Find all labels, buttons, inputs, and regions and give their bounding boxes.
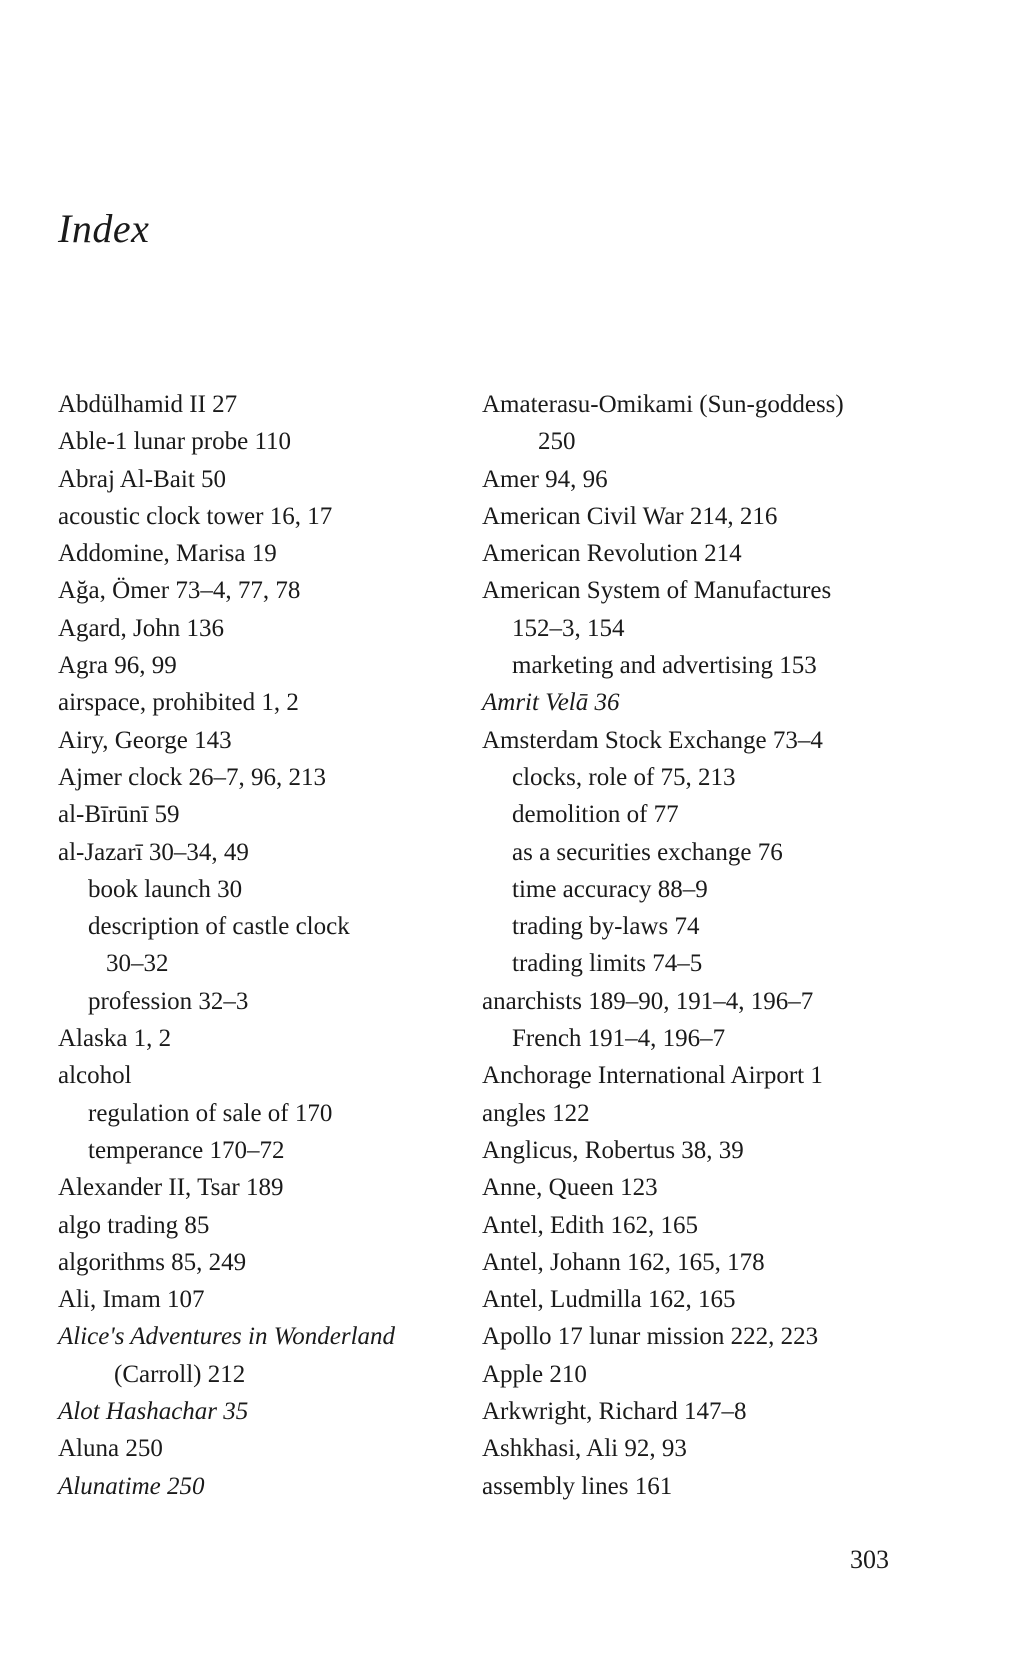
page-title: Index [58, 206, 150, 251]
index-entry: American Civil War 214, 216 [482, 502, 778, 530]
index-subentry: regulation of sale of 170 [88, 1099, 333, 1127]
index-entry: Ajmer clock 26–7, 96, 213 [58, 763, 327, 791]
index-entry: angles 122 [482, 1099, 590, 1127]
index-entry: Addomine, Marisa 19 [58, 540, 277, 568]
index-entry: Ağa, Ömer 73–4, 77, 78 [58, 577, 301, 605]
index-entry: anarchists 189–90, 191–4, 196–7 [482, 987, 814, 1015]
index-entry: al-Jazarī 30–34, 49 [58, 838, 249, 866]
index-subentry: clocks, role of 75, 213 [512, 763, 736, 791]
index-entry: Arkwright, Richard 147–8 [482, 1398, 747, 1426]
index-entry: American System of Manufactures [482, 577, 832, 605]
index-subentry: trading by-laws 74 [512, 913, 700, 941]
index-entry: Antel, Edith 162, 165 [482, 1211, 698, 1239]
index-subentry: profession 32–3 [88, 987, 249, 1015]
index-entry: Apple 210 [482, 1360, 587, 1388]
index-entry: Able-1 lunar probe 110 [58, 428, 292, 456]
index-subentry: temperance 170–72 [88, 1136, 285, 1164]
index-entry: Alexander II, Tsar 189 [58, 1174, 284, 1202]
page-number: 303 [850, 1545, 889, 1574]
index-entry: assembly lines 161 [482, 1472, 673, 1500]
index-entry: Amaterasu-Omikami (Sun-goddess) [482, 391, 844, 418]
index-entry: Anchorage International Airport 1 [482, 1062, 823, 1090]
index-entry: Alot Hashachar 35 [58, 1398, 249, 1426]
index-entry: Agra 96, 99 [58, 652, 177, 680]
index-entry: Agard, John 136 [58, 614, 224, 642]
index-entry: Aluna 250 [58, 1435, 163, 1463]
index-subentry: demolition of 77 [512, 801, 679, 829]
index-subentry: book launch 30 [88, 875, 243, 903]
index-entry: American Revolution 214 [482, 540, 742, 568]
index-entry: acoustic clock tower 16, 17 [58, 502, 333, 530]
index-subentry: description of castle clock [88, 913, 350, 941]
index-subentry: as a securities exchange 76 [512, 838, 783, 866]
index-column-right [482, 386, 922, 1505]
index-continuation: 250 [538, 428, 576, 456]
index-subentry: French 191–4, 196–7 [512, 1025, 726, 1053]
index-entry: Alunatime 250 [58, 1472, 205, 1500]
index-entry: Anne, Queen 123 [482, 1174, 658, 1202]
index-entry: Abdülhamid II 27 [58, 391, 238, 418]
index-entry: airspace, prohibited 1, 2 [58, 689, 299, 717]
index-entry: algo trading 85 [58, 1211, 210, 1239]
index-entry: Antel, Johann 162, 165, 178 [482, 1248, 765, 1276]
index-entry: alcohol [58, 1062, 132, 1090]
index-entry: Ali, Imam 107 [58, 1286, 205, 1314]
index-entry: Abraj Al-Bait 50 [58, 465, 227, 493]
index-entry: Ashkhasi, Ali 92, 93 [482, 1435, 687, 1463]
index-entry: Alice's Adventures in Wonderland [58, 1323, 396, 1351]
index-entry: algorithms 85, 249 [58, 1248, 247, 1276]
index-entry: Amrit Velā 36 [482, 689, 620, 717]
index-entry: Amer 94, 96 [482, 465, 608, 493]
index-column-left [58, 386, 458, 1505]
index-entry: al-Bīrūnī 59 [58, 801, 180, 829]
index-continuation: 30–32 [106, 950, 169, 978]
index-continuation: (Carroll) 212 [114, 1360, 246, 1388]
index-entry: Alaska 1, 2 [58, 1025, 172, 1053]
index-entry: Amsterdam Stock Exchange 73–4 [482, 726, 823, 754]
index-subentry: trading limits 74–5 [512, 950, 703, 978]
index-continuation: 152–3, 154 [512, 614, 625, 642]
index-entry: Apollo 17 lunar mission 222, 223 [482, 1323, 819, 1351]
index-entry: Antel, Ludmilla 162, 165 [482, 1286, 736, 1314]
index-subentry: marketing and advertising 153 [512, 652, 817, 680]
index-entry: Airy, George 143 [58, 726, 232, 754]
index-entry: Anglicus, Robertus 38, 39 [482, 1136, 744, 1164]
index-subentry: time accuracy 88–9 [512, 875, 708, 903]
